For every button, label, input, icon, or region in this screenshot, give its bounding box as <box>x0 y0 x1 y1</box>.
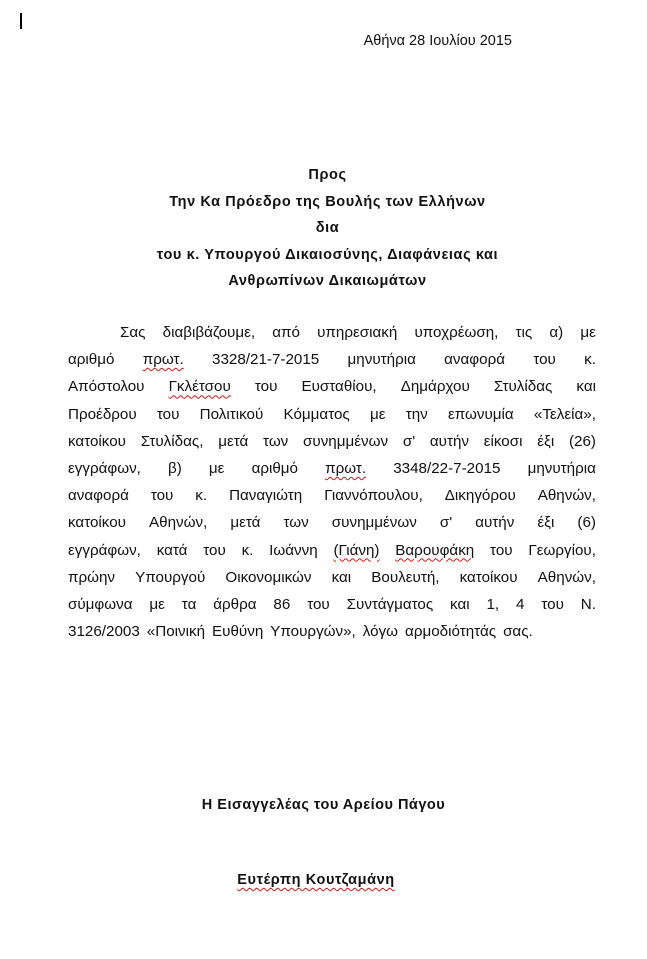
body-word: Αθηνών, <box>537 487 596 505</box>
body-word: κ. <box>195 487 208 505</box>
body-word: 1, <box>486 596 500 614</box>
body-word: με <box>208 460 225 478</box>
body-word: Οικονομικών <box>225 568 312 586</box>
body-word: Συντάγματος <box>346 596 434 614</box>
body-word: Βουλευτή, <box>371 568 440 586</box>
body-word: την <box>405 405 428 423</box>
body-word: Κόμματος <box>283 405 350 423</box>
body-word: με <box>149 596 165 614</box>
body-word: υπηρεσιακή <box>317 324 398 341</box>
body-word: του <box>254 378 278 396</box>
body-word: του <box>541 596 564 614</box>
body-word: του <box>307 596 330 614</box>
body-word: «Τελεία», <box>533 405 596 423</box>
recipient-block <box>0 162 647 295</box>
body-word: άρθρα <box>213 596 257 614</box>
body-line <box>68 428 596 455</box>
body-word: Δημάρχου <box>400 378 470 396</box>
body-word: αριθμό <box>68 351 115 369</box>
body-word: α) <box>549 324 564 341</box>
body-word: συνημμένων <box>303 432 389 450</box>
body-word: Γιαννόπουλου, <box>324 487 423 505</box>
body-word: μηνυτήρια <box>527 460 596 478</box>
body-word: Αθηνών, <box>537 568 596 586</box>
body-word: του <box>490 541 513 559</box>
body-word: σας. <box>503 623 533 641</box>
body-line <box>68 346 596 373</box>
body-word: και <box>450 596 470 614</box>
body-word: 3126/2003 <box>68 623 140 641</box>
body-word: Υπουργού <box>135 568 206 586</box>
signatory-name-text: Ευτέρπη Κουτζαμάνη <box>237 872 395 888</box>
body-line <box>68 564 596 591</box>
body-word: πρωτ. <box>325 460 367 478</box>
signatory-name <box>0 872 632 888</box>
body-word: εγγράφων, <box>68 460 141 478</box>
body-word: Ευσταθίου, <box>301 378 377 396</box>
body-word: έξι <box>537 514 555 532</box>
body-word: σύμφωνα <box>68 596 133 614</box>
body-word: πρωτ. <box>142 351 184 369</box>
body-word: Προέδρου <box>68 405 137 423</box>
body-word: τις <box>515 324 533 341</box>
body-word: Γεωργίου, <box>528 541 596 559</box>
body-word: β) <box>168 460 182 478</box>
body-word: είκοσι <box>483 432 523 450</box>
body-word: αυτήν <box>429 432 469 450</box>
body-word: μετά <box>230 514 261 532</box>
body-word: 3348/22-7-2015 <box>393 460 501 478</box>
body-word: κ. <box>584 351 596 369</box>
document-date: Αθήνα 28 Ιουλίου 2015 <box>363 33 512 49</box>
body-word: επωνυμία <box>447 405 514 423</box>
body-word: μετά <box>218 432 249 450</box>
body-line <box>68 537 596 564</box>
body-word: κατοίκου <box>68 514 126 532</box>
body-word: Βαρουφάκη <box>395 541 475 559</box>
body-word: μηνυτήρια <box>347 351 416 369</box>
body-word: Ν. <box>580 596 596 614</box>
recipient-line: Προς <box>308 167 347 183</box>
body-word: κατοίκου <box>68 432 126 450</box>
body-line <box>68 319 596 346</box>
body-word: συνημμένων <box>331 514 417 532</box>
body-word: των <box>283 514 309 532</box>
body-word: αναφορά <box>444 351 506 369</box>
body-word: με <box>580 324 596 341</box>
body-word: αυτήν <box>475 514 515 532</box>
signatory-office: Η Εισαγγελέας του Αρείου Πάγου <box>201 797 446 813</box>
body-word: με <box>369 405 386 423</box>
body-word: Ιωάννη <box>269 541 318 559</box>
body-word: Ευθύνη <box>212 623 264 641</box>
body-word: από <box>272 324 300 341</box>
body-word: διαβιβάζουμε, <box>162 324 256 341</box>
body-line <box>68 455 596 482</box>
body-word: κ. <box>241 541 254 559</box>
body-word: του <box>150 487 174 505</box>
body-word: του <box>203 541 226 559</box>
body-line <box>68 401 596 428</box>
body-word: λόγω <box>362 623 399 641</box>
body-word: σ' <box>439 514 453 532</box>
body-word: Γκλέτσου <box>168 378 231 396</box>
body-word: «Ποινική <box>146 623 206 641</box>
body-word: τα <box>181 596 197 614</box>
body-word: Στυλίδας <box>493 378 553 396</box>
body-word: 86 <box>273 596 291 614</box>
body-word: σ' <box>402 432 416 450</box>
body-word: Αθηνών, <box>149 514 208 532</box>
body-word: (Γιάνη) <box>333 541 380 559</box>
body-word: Σας <box>120 324 146 341</box>
body-word: Απόστολου <box>68 378 145 396</box>
text-cursor <box>20 13 22 29</box>
body-word: του <box>533 351 556 369</box>
body-word: κατά <box>156 541 188 559</box>
body-word: υποχρέωση, <box>414 324 499 341</box>
body-line <box>68 373 596 400</box>
body-word: αναφορά <box>68 487 129 505</box>
body-word: έξι <box>537 432 555 450</box>
body-word: Πολιτικού <box>199 405 264 423</box>
body-word: 4 <box>516 596 525 614</box>
body-word: 3328/21-7-2015 <box>212 351 320 369</box>
body-word: (26) <box>568 432 596 450</box>
body-word: Δικηγόρου <box>444 487 516 505</box>
body-word: (6) <box>577 514 596 532</box>
body-word: του <box>156 405 180 423</box>
recipient-line: Ανθρωπίνων Δικαιωμάτων <box>228 273 427 289</box>
body-line <box>68 591 596 618</box>
body-line <box>68 509 596 536</box>
body-word: Στυλίδας, <box>140 432 204 450</box>
body-word: αρμοδιότητάς <box>405 623 497 641</box>
body-line <box>68 482 596 509</box>
body-word: αριθμό <box>251 460 299 478</box>
body-word: Παναγιώτη <box>229 487 303 505</box>
letter-body <box>68 319 596 645</box>
body-word: Υπουργών», <box>270 623 356 641</box>
body-line <box>68 618 596 645</box>
body-word: εγγράφων, <box>68 541 141 559</box>
recipient-line: δια <box>315 220 340 236</box>
body-word: και <box>331 568 352 586</box>
body-word: των <box>263 432 289 450</box>
body-word: κατοίκου <box>459 568 518 586</box>
body-word: πρώην <box>68 568 116 586</box>
body-word: και <box>576 378 596 396</box>
recipient-line: Την Κα Πρόεδρο της Βουλής των Ελλήνων <box>169 193 486 210</box>
recipient-line: του κ. Υπουργού Δικαιοσύνης, Διαφάνειας και <box>156 246 499 263</box>
